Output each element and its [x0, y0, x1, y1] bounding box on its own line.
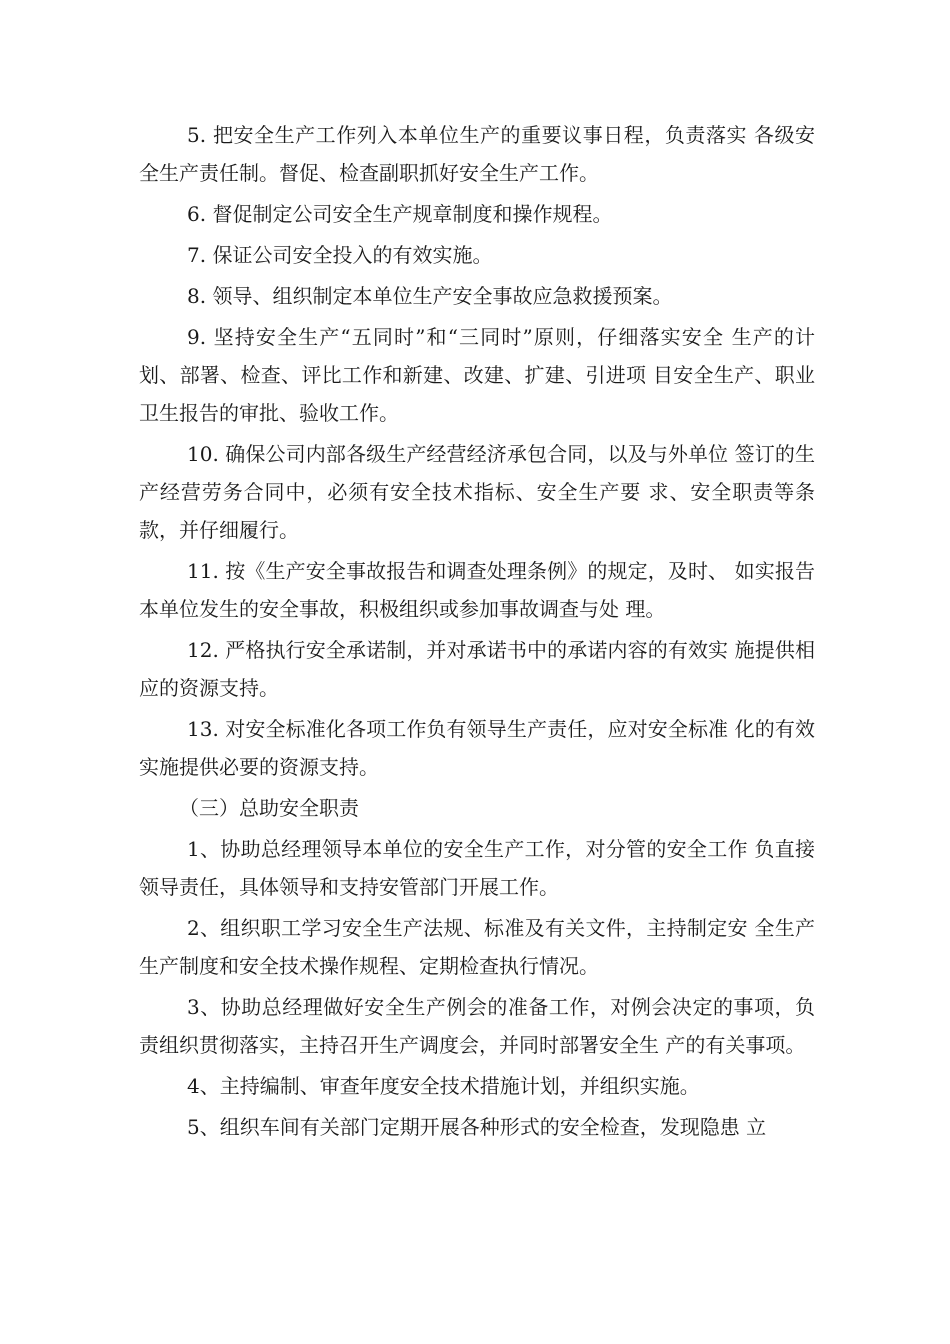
- section-heading: （三）总助安全职责: [179, 796, 359, 820]
- clause-9: 9. 坚持安全生产“五同时”和“三同时”原则，仔细落实安全 生产的计划、部署、检查、评比工作和新建、改建、扩建、引进项 目安全生产、职业卫生报告的审批、验收工作。: [139, 325, 815, 425]
- document-body: [139, 116, 815, 1149]
- clause-12: 12. 严格执行安全承诺制，并对承诺书中的承诺内容的有效实 施提供相应的资源支持。: [139, 638, 815, 700]
- duty-item-2: 2、组织职工学习安全生产法规、标准及有关文件，主持制定安 全生产生产制度和安全技术操作规程、定期检查执行情况。: [139, 916, 815, 978]
- clause-13: 13. 对安全标准化各项工作负有领导生产责任，应对安全标准 化的有效实施提供必要的资源支持。: [139, 717, 815, 779]
- duty-item-1: 1、协助总经理领导本单位的安全生产工作，对分管的安全工作 负直接领导责任，具体领导和支持安管部门开展工作。: [139, 837, 815, 899]
- duty-item-5: 5、组织车间有关部门定期开展各种形式的安全检查，发现隐患 立: [187, 1115, 767, 1139]
- clause-10: 10. 确保公司内部各级生产经营经济承包合同，以及与外单位 签订的生产经营劳务合同中，必须有安全技术指标、安全生产要 求、安全职责等条款，并仔细履行。: [139, 442, 815, 542]
- clause-7: 7. 保证公司安全投入的有效实施。: [187, 243, 493, 267]
- clause-11: 11. 按《生产安全事故报告和调查处理条例》的规定，及时、 如实报告本单位发生的安全事故，积极组织或参加事故调查与处 理。: [139, 559, 815, 621]
- duty-item-3: 3、协助总经理做好安全生产例会的准备工作，对例会决定的事项，负责组织贯彻落实，主持召开生产调度会，并同时部署安全生 产的有关事项。: [139, 995, 815, 1057]
- clause-6: 6. 督促制定公司安全生产规章制度和操作规程。: [187, 202, 613, 226]
- duty-item-4: 4、主持编制、审查年度安全技术措施计划，并组织实施。: [187, 1074, 700, 1098]
- clause-8: 8. 领导、组织制定本单位生产安全事故应急救援预案。: [187, 284, 673, 308]
- clause-5: 5. 把安全生产工作列入本单位生产的重要议事日程，负责落实 各级安全生产责任制。督促、检查副职抓好安全生产工作。: [139, 123, 815, 185]
